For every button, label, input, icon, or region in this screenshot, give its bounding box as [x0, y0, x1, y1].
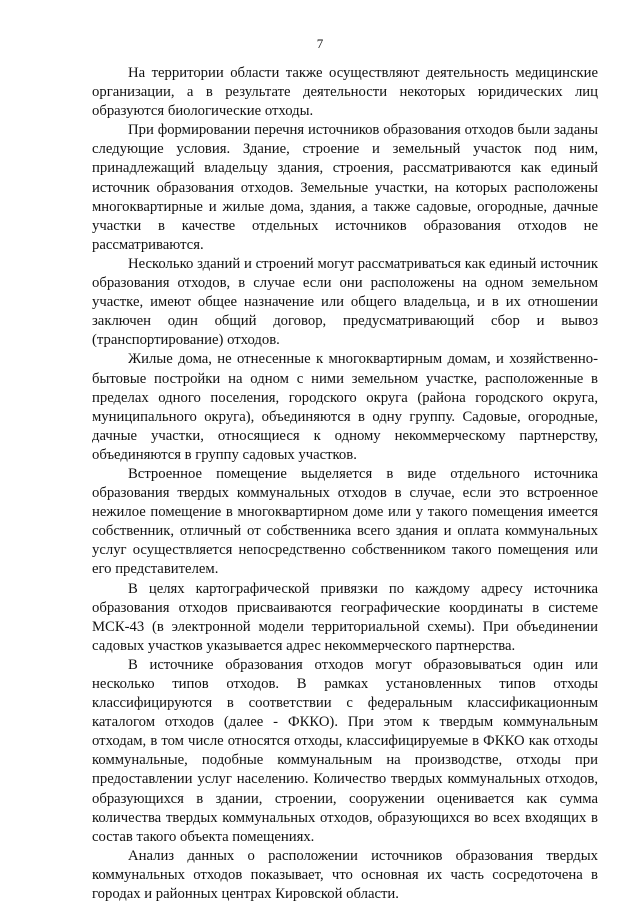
paragraph: На территории области также осуществляют деятельность медицинские организации, а в результате деятельности некоторых юридических лиц образуются биологические отходы.	[92, 65, 598, 120]
paragraph: Несколько зданий и строений могут рассматриваться как единый источник образования отходов, в случае если они расположены на одном земельном участке, имеют общее назначение или общего владельца, и в их отношении заключен один общий договор, предусматривающий сбор и вывоз (транспортирование) отходов.	[92, 255, 598, 349]
page-number: 7	[316, 36, 324, 51]
document-body	[92, 64, 598, 904]
paragraph: В источнике образования отходов могут образовываться один или несколько типов отходов. В рамках установленных типов отходы классифицируются в соответствии с федеральным классификационным каталогом отходов (далее - ФККО). При этом к твердым коммунальным отходам, в том числе относятся отходы, классифицируемые в ФККО как отходы коммунальные, подобные коммунальным на производстве, отходы при предоставлении услуг населению. Количество твердых коммунальных отходов, образующихся в здании, строении, сооружении оценивается как сумма количества твердых коммунальных отходов, образующихся во всех входящих в состав такого объекта помещениях.	[92, 656, 598, 845]
paragraph: В целях картографической привязки по каждому адресу источника образования отходов присваиваются географические координаты в системе МСК-43 (в электронной модели территориальной схемы). При объединении садовых участков указывается адрес некоммерческого партнерства.	[92, 580, 598, 654]
paragraph: При формировании перечня источников образования отходов были заданы следующие условия. Здание, строение и земельный участок под ним, принадлежащий владельцу здания, строения, рассматриваются как единый источник образования отходов. Земельные участки, на которых расположены многоквартирные и жилые дома, здания, а также садовые, огородные, дачные участки в качестве отдельных источников образования отходов не рассматриваются.	[92, 122, 598, 253]
paragraph: Анализ данных о расположении источников образования твердых коммунальных отходов показывает, что основная их часть сосредоточена в городах и районных центрах Кировской области.	[92, 847, 598, 903]
paragraph: Жилые дома, не отнесенные к многоквартирным домам, и хозяйственно-бытовые постройки на одном с ними земельном участке, расположенные в пределах одного поселения, городского округа (района городского округа, муниципального округа), объединяются в одну группу. Садовые, огородные, дачные участки, относящиеся к одному некоммерческому партнерству, объединяются в группу садовых участков.	[92, 351, 598, 463]
paragraph: Встроенное помещение выделяется в виде отдельного источника образования твердых коммунальных отходов в случае, если это встроенное нежилое помещение в многоквартирном доме или у такого помещения имеется собственник, отличный от собственника всего здания и оплата коммунальных услуг осуществляется непосредственно собственником такого помещения или его представителем.	[92, 465, 598, 578]
